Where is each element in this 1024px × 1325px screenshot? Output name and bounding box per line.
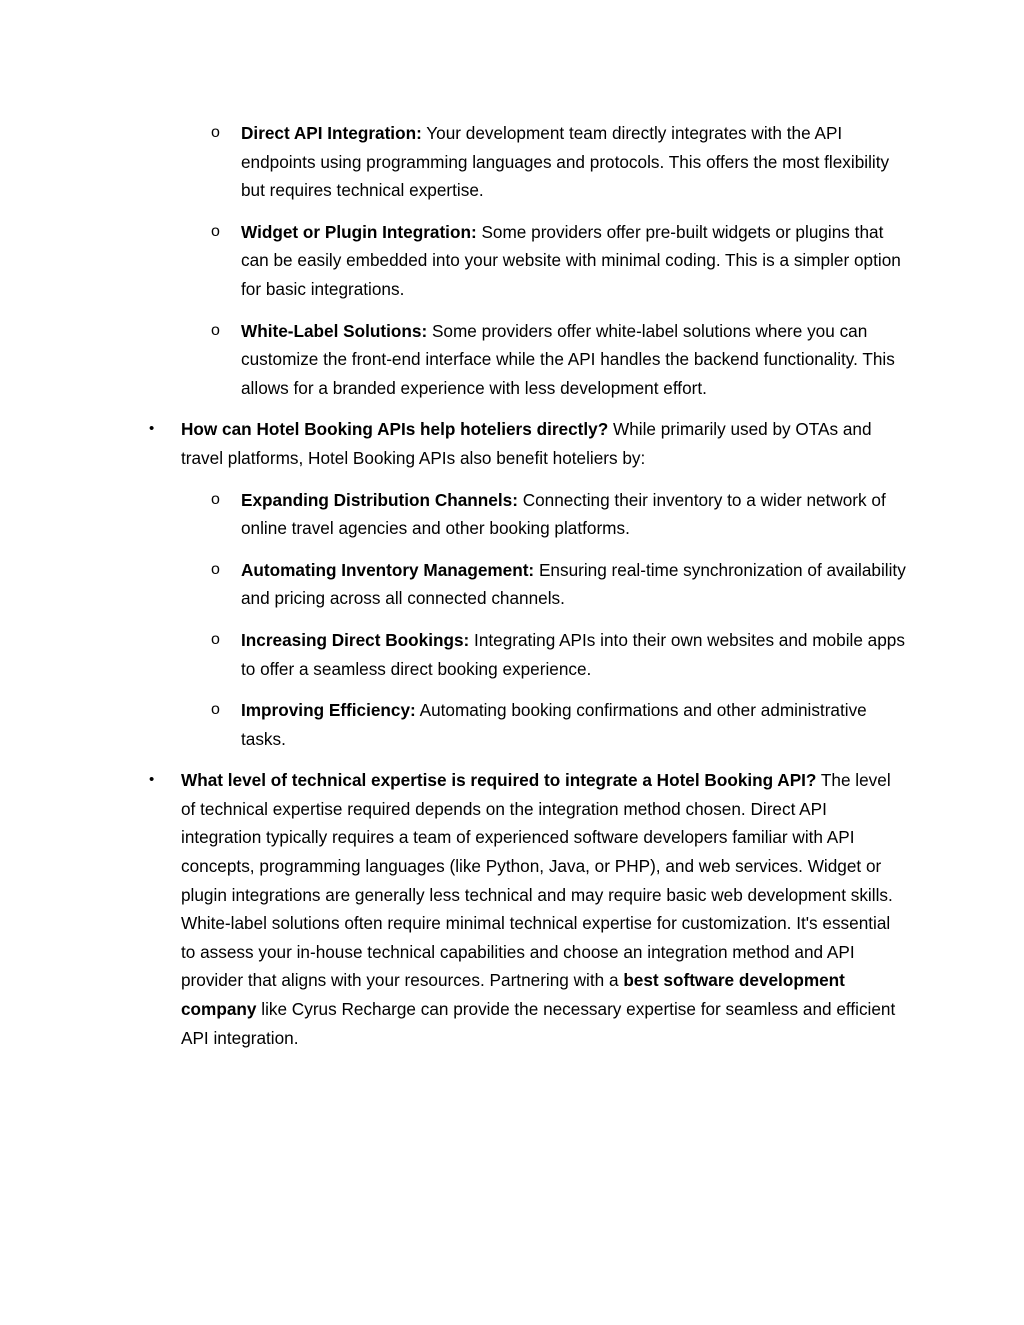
list-item-text: Ensuring real-time synchronization of availability and pricing across all connected channels.	[241, 559, 906, 609]
list-item-term: Increasing Direct Bookings:	[241, 629, 470, 650]
list-item-automating-inventory	[211, 556, 909, 613]
faq-answer: The level of technical expertise required depends on the integration method chosen. Direct API integration typically requires a team of experienced software developers familiar with API concepts, programming languages (like Python, Java, or PHP), and web services. Widget or plugin integrations are generally less technical and may require basic web development skills. White-label solutions often require minimal technical expertise for customization. It's essential to assess your in-house technical capabilities and choose an integration method and API provider that aligns with your resources. Partnering with a	[181, 770, 893, 991]
list-item-term: Automating Inventory Management:	[241, 559, 535, 580]
faq-answer: While primarily used by OTAs and travel platforms, Hotel Booking APIs also benefit hoteliers by:	[181, 419, 872, 468]
document-content	[0, 119, 1024, 1052]
list-item-text: Connecting their inventory to a wider network of online travel agencies and other booking platforms.	[241, 489, 886, 539]
circle-bullet-icon: o	[211, 701, 220, 719]
disc-bullet-icon: •	[149, 771, 155, 789]
list-item-term: Improving Efficiency:	[241, 700, 416, 721]
faq-item-technical-expertise	[149, 766, 909, 1052]
faq-item-hoteliers	[149, 415, 909, 472]
list-item-improving-efficiency	[211, 696, 909, 753]
list-item-text: Integrating APIs into their own websites and mobile apps to offer a seamless direct booking experience.	[241, 629, 905, 679]
circle-bullet-icon: o	[211, 124, 220, 141]
list-item-text: Some providers offer pre-built widgets or plugins that can be easily embedded into your website with minimal coding. This is a simpler option for basic integrations.	[241, 221, 901, 299]
faq-answer-highlight: best software development company	[181, 970, 845, 1020]
disc-bullet-icon: •	[149, 420, 155, 438]
circle-bullet-icon: o	[211, 321, 220, 339]
list-item-increasing-direct-bookings	[211, 626, 909, 683]
faq-answer-continued: like Cyrus Recharge can provide the necessary expertise for seamless and efficient API integration.	[181, 999, 896, 1048]
list-item-text: Some providers offer white-label solutions where you can customize the front-end interface while the API handles the backend functionality. This allows for a branded experience with less development effort.	[241, 320, 895, 398]
list-item-direct-api-integration	[211, 119, 909, 205]
list-item-expanding-distribution	[211, 486, 909, 543]
list-item-term: Widget or Plugin Integration:	[241, 221, 477, 242]
list-item-term: Direct API Integration:	[241, 123, 422, 143]
list-item-white-label-solutions	[211, 317, 909, 403]
list-item-text: Automating booking confirmations and other administrative tasks.	[241, 700, 867, 749]
circle-bullet-icon: o	[211, 560, 220, 578]
list-item-widget-plugin-integration	[211, 218, 909, 304]
circle-bullet-icon: o	[211, 630, 220, 648]
list-item-term: Expanding Distribution Channels:	[241, 489, 518, 510]
list-item-term: White-Label Solutions:	[241, 320, 428, 341]
list-item-text: Your development team directly integrates with the API endpoints using programming languages and protocols. This offers the most flexibility but requires technical expertise.	[241, 123, 890, 201]
faq-question: What level of technical expertise is required to integrate a Hotel Booking API?	[181, 770, 817, 791]
circle-bullet-icon: o	[211, 490, 220, 508]
faq-question: How can Hotel Booking APIs help hoteliers directly?	[181, 419, 609, 440]
circle-bullet-icon: o	[211, 222, 220, 240]
